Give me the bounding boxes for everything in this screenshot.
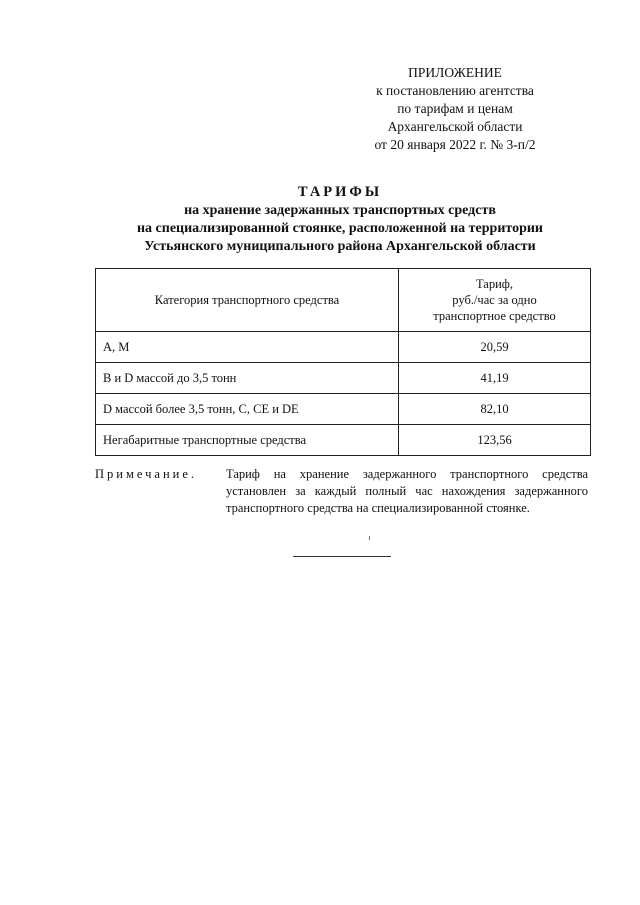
tariff-table — [95, 268, 591, 456]
header-category: Категория транспортного средства — [96, 269, 399, 332]
document-heading — [60, 183, 620, 256]
category-cell: A, M — [96, 332, 399, 363]
note-text: Тариф на хранение задержанного транспортного средства установлен за каждый полный час нахождения задержанного транспортного средства на специализированной стоянке. — [226, 467, 588, 515]
appendix-line: Архангельской области — [387, 119, 523, 134]
document-subtitle: на специализированной стоянке, расположенной на территории — [136, 221, 543, 236]
note-label: Примечание. — [95, 467, 198, 481]
table-row — [96, 363, 591, 394]
document-title: ТАРИФЫ — [297, 184, 383, 200]
header-rate-line: транспортное средство — [433, 309, 556, 323]
appendix-line: по тарифам и ценам — [397, 101, 513, 116]
stray-mark — [369, 536, 370, 540]
appendix-block — [330, 64, 580, 154]
rate-cell: 123,56 — [399, 425, 591, 456]
table-row — [96, 394, 591, 425]
category-cell: Негабаритные транспортные средства — [96, 425, 399, 456]
closing-rule — [293, 556, 391, 557]
table-row — [96, 332, 591, 363]
header-rate — [399, 269, 591, 332]
table-header-row — [96, 269, 591, 332]
table-row — [96, 425, 591, 456]
category-cell: D массой более 3,5 тонн, C, CE и DE — [96, 394, 399, 425]
header-rate-line: Тариф, — [475, 277, 514, 291]
category-cell: B и D массой до 3,5 тонн — [96, 363, 399, 394]
appendix-line: к постановлению агентства — [376, 83, 534, 98]
rate-cell: 41,19 — [399, 363, 591, 394]
rate-cell: 82,10 — [399, 394, 591, 425]
appendix-title: ПРИЛОЖЕНИЕ — [408, 65, 502, 80]
rate-cell: 20,59 — [399, 332, 591, 363]
document-subtitle: на хранение задержанных транспортных средств — [184, 203, 496, 218]
appendix-date: от 20 января 2022 г. № 3-п/2 — [374, 137, 536, 152]
header-rate-line: руб./час за одно — [452, 293, 537, 307]
document-subtitle: Устьянского муниципального района Архангельской области — [144, 239, 536, 254]
